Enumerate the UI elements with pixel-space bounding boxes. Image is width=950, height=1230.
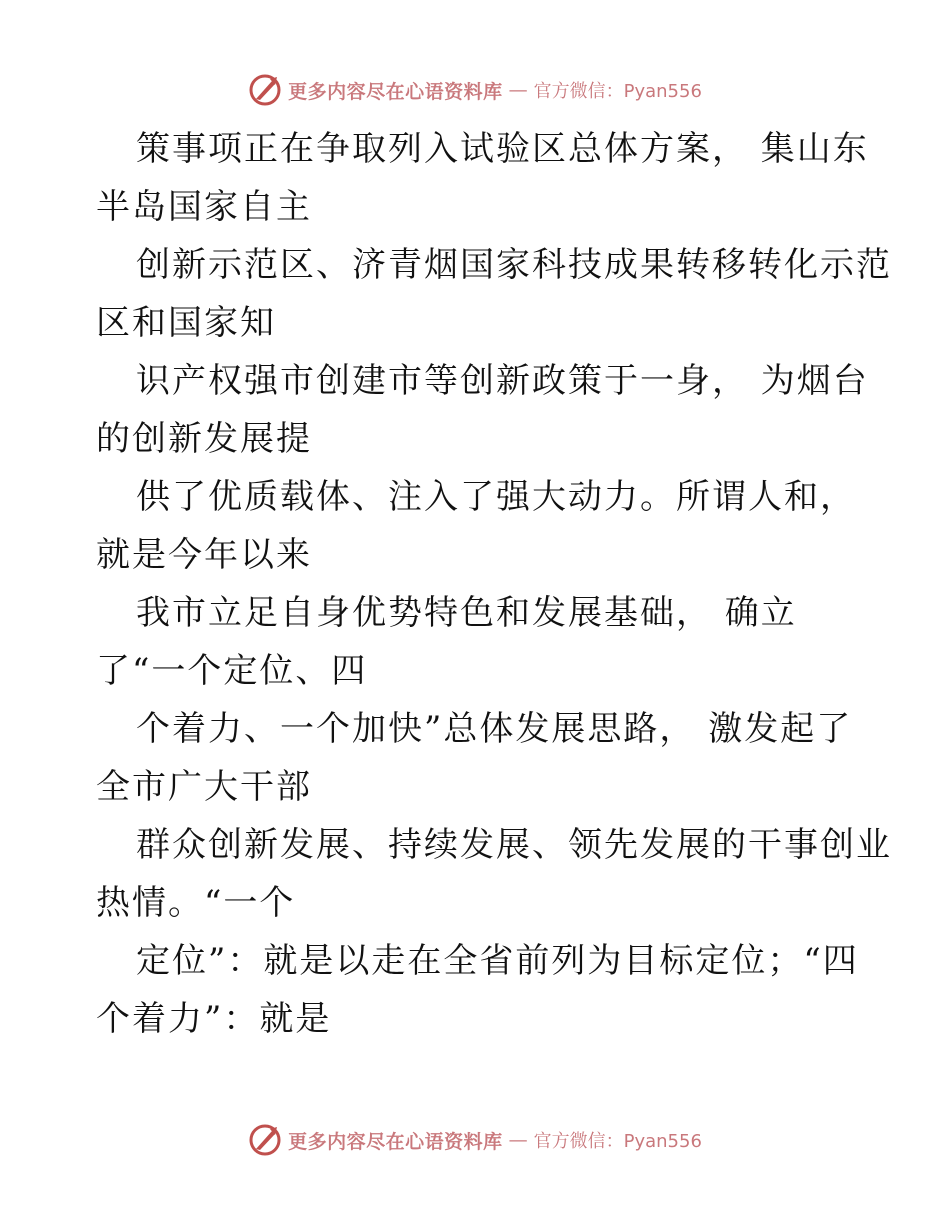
text-line: 个着力、一个加快”总体发展思路， 激发起了 (136, 709, 853, 749)
footer-site-name: 更多内容尽在心语资料库 (288, 1130, 503, 1153)
text-line: 的创新发展提 (96, 419, 312, 459)
quill-logo-icon (248, 73, 282, 107)
text-line: 半岛国家自主 (96, 187, 312, 227)
text-line: 识产权强市创建市等创新政策于一身， 为烟台 (136, 361, 869, 401)
text-line: 定位”：就是以走在全省前列为目标定位；“四 (136, 941, 859, 981)
text-line: 供了优质载体、注入了强大动力。所谓人和， (136, 477, 856, 517)
footer-watermark (0, 1120, 950, 1160)
text-line: 策事项正在争取列入试验区总体方案， 集山东 (136, 129, 869, 169)
header-wechat: 官方微信：Pyan556 (533, 81, 702, 102)
text-line: 创新示范区、济青烟国家科技成果转移转化示范 (136, 245, 892, 285)
text-line: 我市立足自身优势特色和发展基础， 确立 (136, 593, 797, 633)
text-line: 群众创新发展、持续发展、领先发展的干事创业 (136, 825, 892, 865)
footer-watermark-inner (248, 1123, 702, 1157)
text-line: 了“一个定位、四 (96, 651, 368, 691)
document-body (96, 120, 892, 1048)
text-line: 全市广大干部 (96, 767, 312, 807)
header-dash: — (508, 79, 528, 101)
header-watermark (0, 70, 950, 110)
text-line: 区和国家知 (96, 303, 276, 343)
footer-wechat: 官方微信：Pyan556 (533, 1131, 702, 1152)
text-line: 热情。“一个 (96, 883, 296, 923)
footer-dash: — (508, 1129, 528, 1151)
text-line: 就是今年以来 (96, 535, 312, 575)
header-watermark-inner (248, 73, 702, 107)
quill-logo-icon (248, 1123, 282, 1157)
header-site-name: 更多内容尽在心语资料库 (288, 80, 503, 103)
text-line: 个着力”：就是 (96, 999, 332, 1039)
